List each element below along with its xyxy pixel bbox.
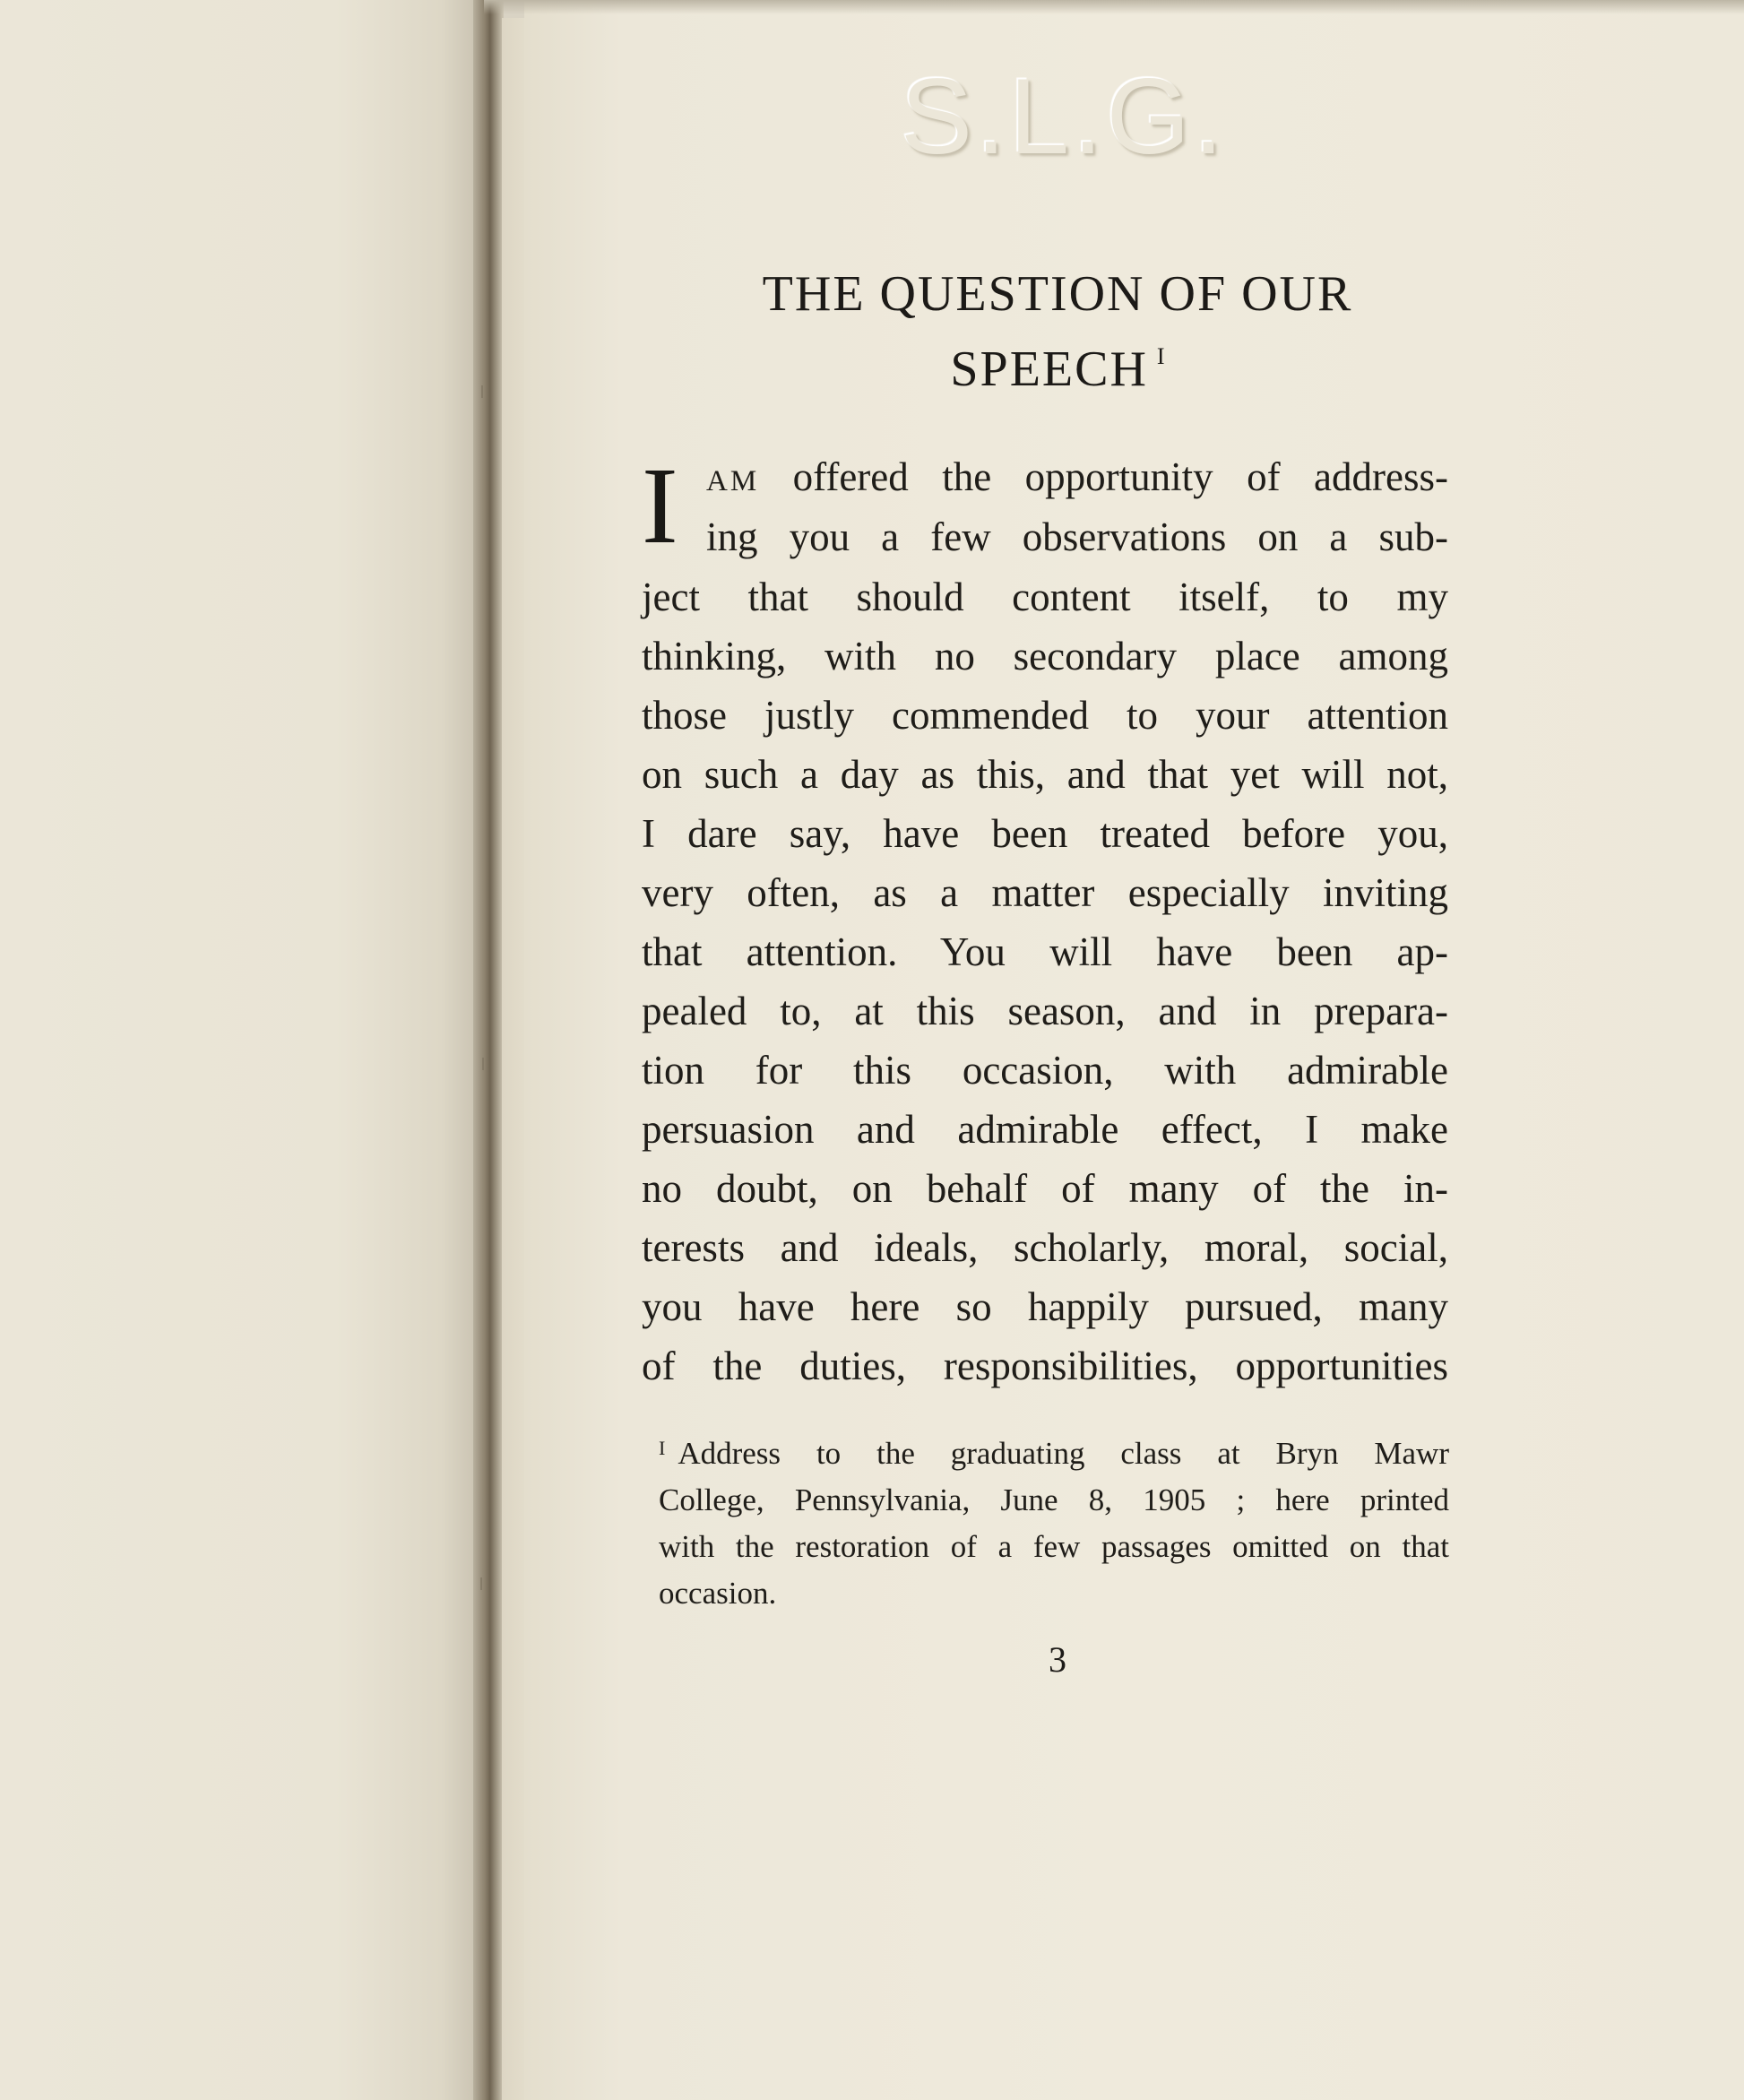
body-line: terests and ideals, scholarly, moral, social, bbox=[642, 1225, 1448, 1270]
body-line: I dare say, have been treated before you, bbox=[642, 811, 1448, 856]
drop-cap: I bbox=[642, 445, 678, 566]
gutter-speck bbox=[480, 1577, 482, 1590]
gutter-speck bbox=[482, 1058, 484, 1070]
left-blank-page bbox=[0, 0, 479, 2100]
body-line: very often, as a matter especially inviting bbox=[642, 870, 1448, 915]
footnote-line: with the restoration of a few passages omitted on that bbox=[659, 1529, 1449, 1564]
body-line: no doubt, on behalf of many of the in- bbox=[642, 1166, 1448, 1211]
footnote-line: College, Pennsylvania, June 8, 1905 ; here printed bbox=[659, 1482, 1449, 1517]
chapter-title-line-2 bbox=[627, 341, 1488, 397]
body-line: thinking, with no secondary place among bbox=[642, 634, 1448, 678]
body-line: ing you a few observations on a sub- bbox=[706, 514, 1448, 559]
small-caps-word: AM bbox=[706, 465, 760, 497]
gutter-speck bbox=[481, 385, 483, 398]
embossed-monogram: S.L.G. bbox=[901, 56, 1228, 177]
footnote-marker: I bbox=[659, 1437, 666, 1459]
chapter-title-word: SPEECH bbox=[950, 341, 1148, 397]
body-line: on such a day as this, and that yet will not, bbox=[642, 752, 1448, 797]
body-line: tion for this occasion, with admirable bbox=[642, 1048, 1448, 1093]
body-line bbox=[706, 454, 1449, 499]
top-shadow bbox=[484, 0, 1744, 14]
page-number: 3 bbox=[1049, 1639, 1066, 1680]
body-line: pealed to, at this season, and in prepara- bbox=[642, 989, 1448, 1033]
body-line: you have here so happily pursued, many bbox=[642, 1284, 1448, 1329]
body-line: persuasion and admirable effect, I make bbox=[642, 1107, 1448, 1152]
chapter-title-line-1: THE QUESTION OF OUR bbox=[762, 266, 1353, 322]
book-gutter bbox=[473, 0, 504, 2100]
footnote-line bbox=[659, 1438, 1449, 1469]
line-text: offered the opportunity of address- bbox=[792, 454, 1449, 499]
body-line: of the duties, responsibilities, opportunities bbox=[642, 1344, 1448, 1388]
footnote-text: Address to the graduating class at Bryn Mawr bbox=[678, 1436, 1449, 1471]
body-line: that attention. You will have been ap- bbox=[642, 929, 1448, 974]
body-line: ject that should content itself, to my bbox=[642, 575, 1448, 619]
title-footnote-marker: I bbox=[1156, 343, 1165, 369]
footnote-line: occasion. bbox=[659, 1576, 777, 1611]
body-line: those justly commended to your attention bbox=[642, 693, 1448, 738]
